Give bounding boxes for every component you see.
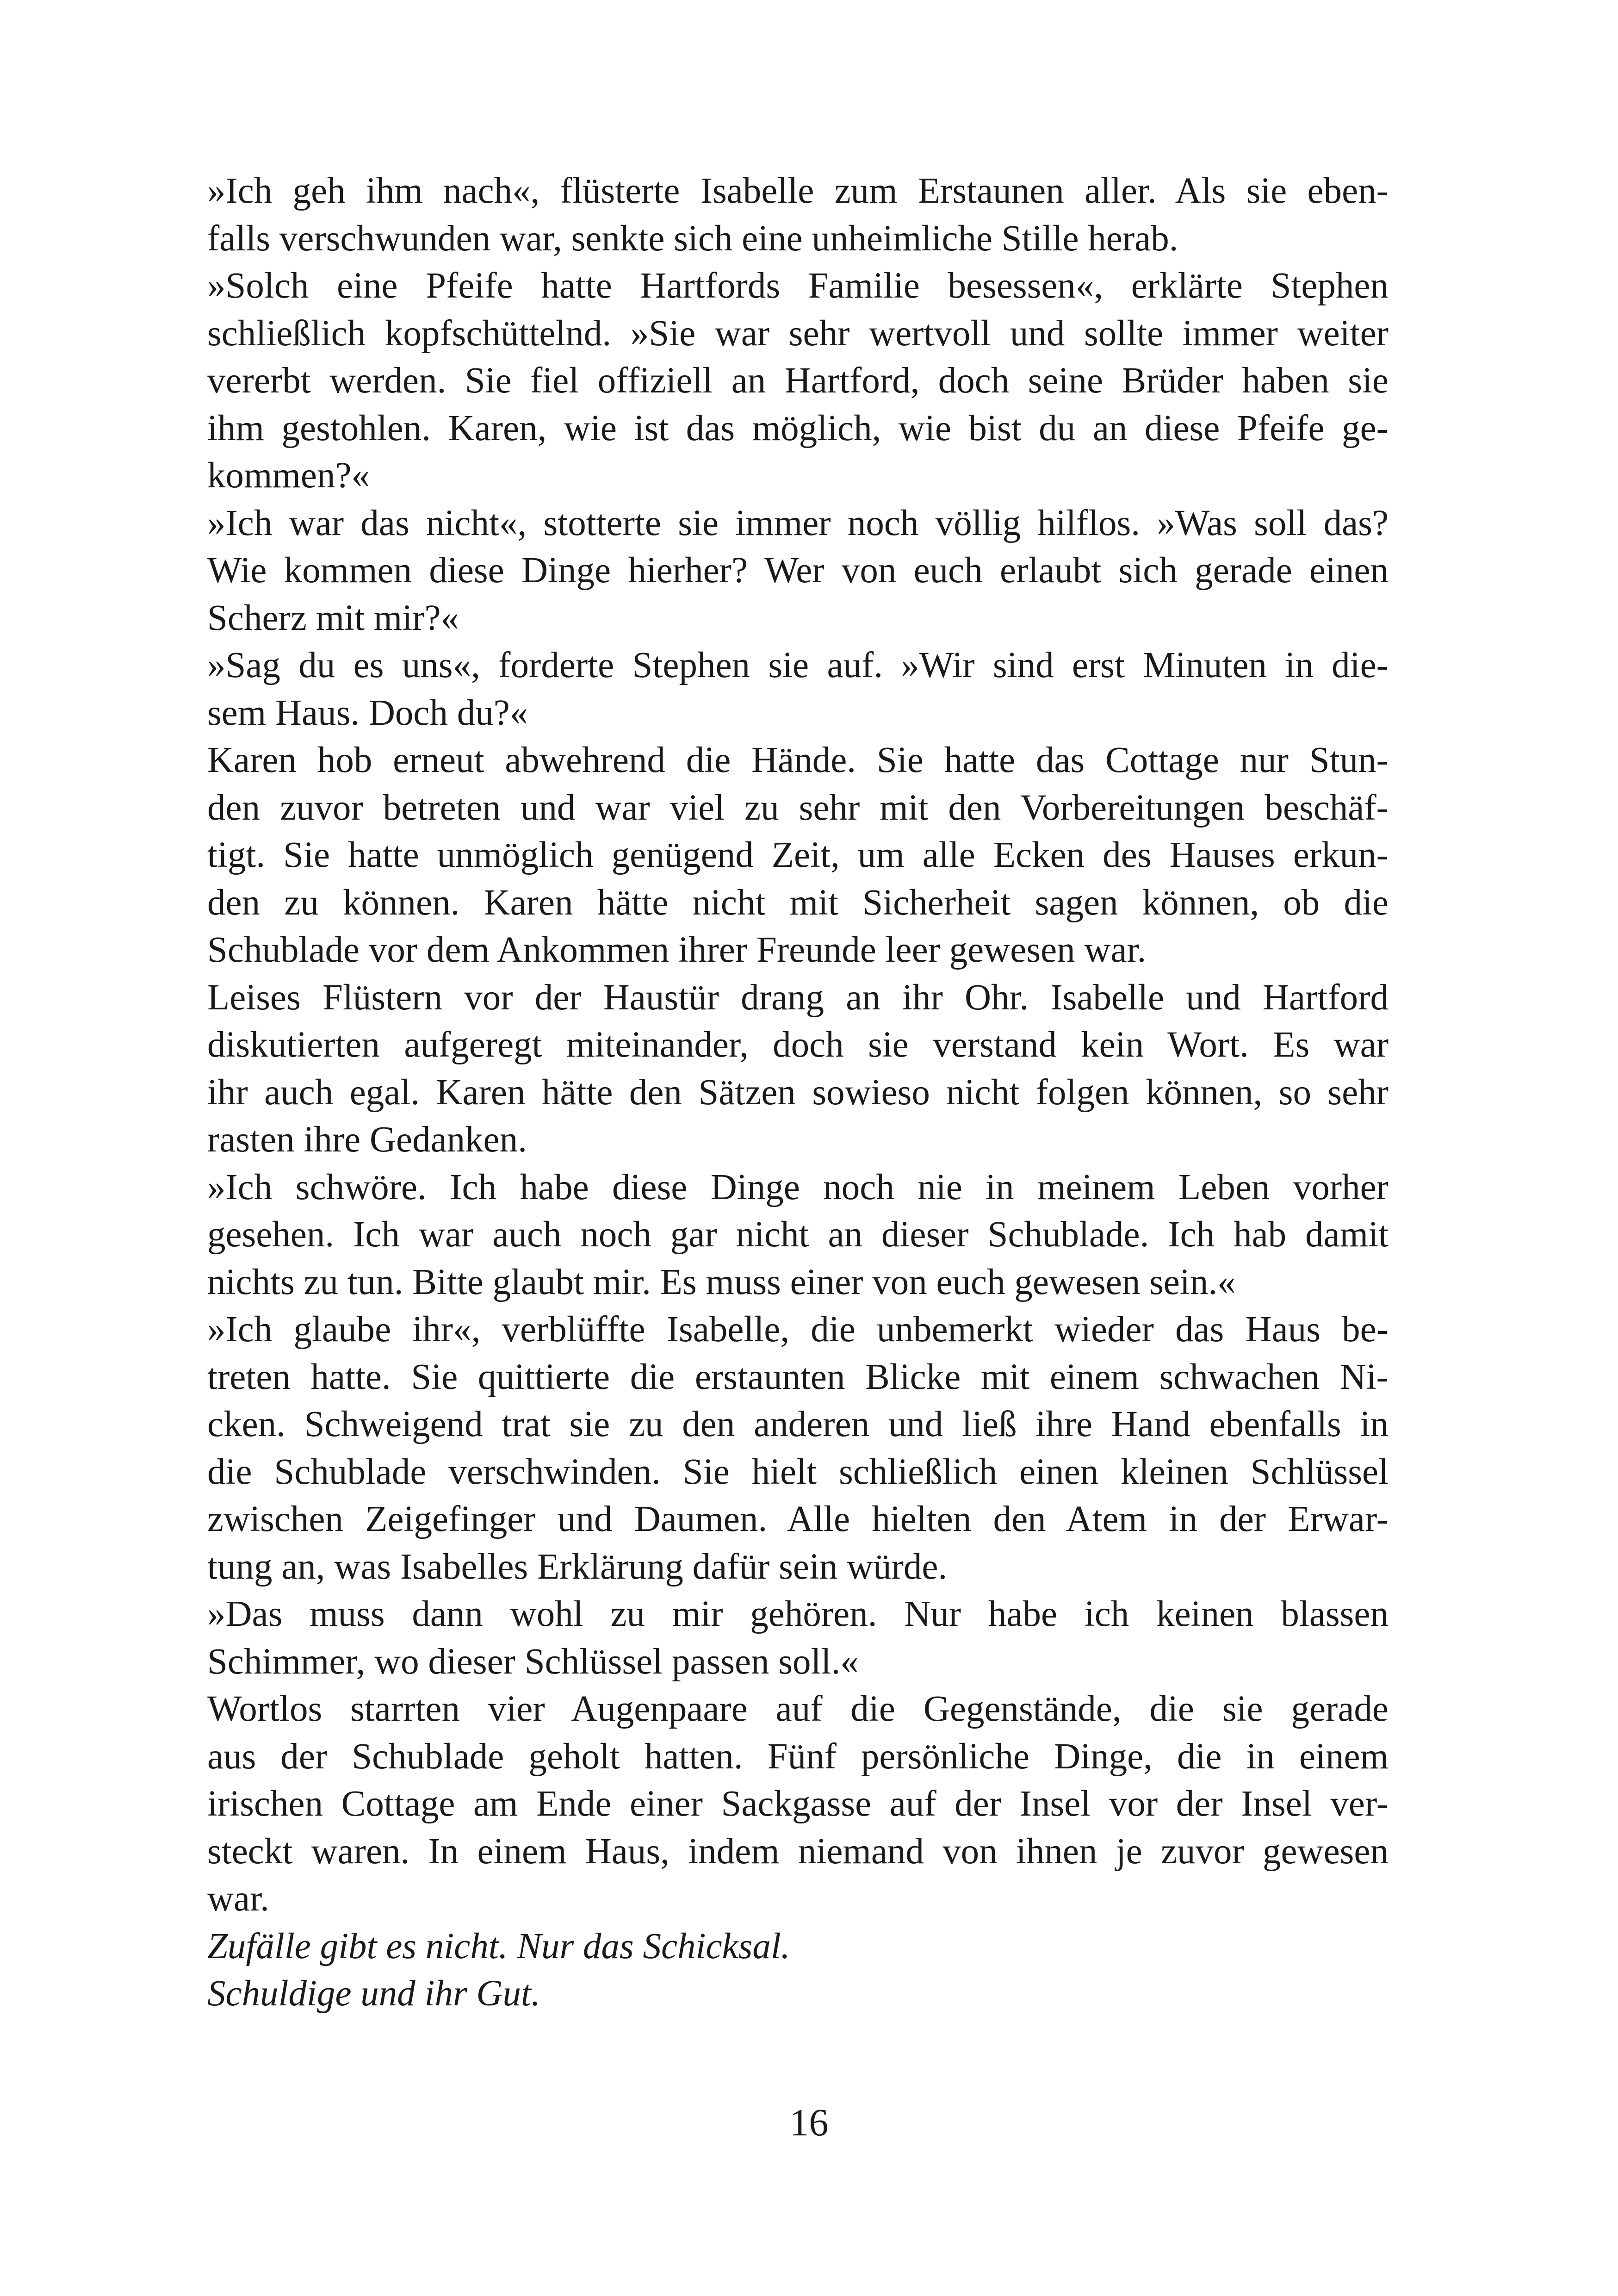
paragraph: [207, 974, 1389, 1164]
text-line: Schimmer, wo dieser Schlüssel passen soll.«: [207, 1641, 859, 1682]
text-line: »Ich schwöre. Ich habe diese Dinge noch nie in meinem Leben vorher: [207, 1167, 1389, 1207]
motto-line: Schuldige und ihr Gut.: [207, 1973, 540, 2014]
text-line: ihr auch egal. Karen hätte den Sätzen sowieso nicht folgen können, so sehr: [207, 1072, 1389, 1113]
text-line: »Sag du es uns«, forderte Stephen sie auf. »Wir sind erst Minuten in die-: [207, 645, 1389, 685]
text-line: war.: [207, 1879, 269, 1919]
paragraph: [207, 262, 1389, 500]
text-line: »Ich war das nicht«, stotterte sie immer noch völlig hilflos. »Was soll das?: [207, 503, 1389, 543]
text-line: steckt waren. In einem Haus, indem niemand von ihnen je zuvor gewesen: [207, 1831, 1389, 1872]
paragraph: [207, 1686, 1389, 1923]
text-line: treten hatte. Sie quittierte die erstaunten Blicke mit einem schwachen Ni-: [207, 1356, 1389, 1397]
text-line: Wortlos starrten vier Augenpaare auf die Gegenstände, die sie gerade: [207, 1689, 1389, 1729]
text-line: schließlich kopfschüttelnd. »Sie war sehr wertvoll und sollte immer weiter: [207, 313, 1389, 354]
text-line: vererbt werden. Sie fiel offiziell an Hartford, doch seine Brüder haben sie: [207, 361, 1389, 401]
text-line: den zu können. Karen hätte nicht mit Sicherheit sagen können, ob die: [207, 882, 1389, 923]
motto-line: Zufälle gibt es nicht. Nur das Schicksal.: [207, 1926, 790, 1966]
text-line: diskutierten aufgeregt miteinander, doch sie verstand kein Wort. Es war: [207, 1025, 1389, 1065]
text-line: »Solch eine Pfeife hatte Hartfords Familie besessen«, erklärte Stephen: [207, 266, 1389, 306]
paragraph: [207, 1164, 1389, 1307]
text-line: sem Haus. Doch du?«: [207, 692, 528, 733]
paragraph: [207, 737, 1389, 974]
text-line: Scherz mit mir?«: [207, 597, 459, 638]
paragraph: [207, 1591, 1389, 1686]
text-line: die Schublade verschwinden. Sie hielt schließlich einen kleinen Schlüssel: [207, 1451, 1389, 1492]
paragraph: [207, 500, 1389, 642]
text-line: nichts zu tun. Bitte glaubt mir. Es muss einer von euch gewesen sein.«: [207, 1262, 1236, 1302]
text-line: Karen hob erneut abwehrend die Hände. Sie hatte das Cottage nur Stun-: [207, 740, 1389, 780]
paragraph: [207, 642, 1389, 737]
text-line: »Ich geh ihm nach«, flüsterte Isabelle zum Erstaunen aller. Als sie eben-: [207, 171, 1389, 211]
text-line: tung an, was Isabelles Erklärung dafür sein würde.: [207, 1546, 948, 1587]
text-line: tigt. Sie hatte unmöglich genügend Zeit, um alle Ecken des Hauses erkun-: [207, 835, 1389, 875]
text-line: rasten ihre Gedanken.: [207, 1120, 527, 1160]
text-line: »Ich glaube ihr«, verblüffte Isabelle, die unbemerkt wieder das Haus be-: [207, 1309, 1389, 1350]
text-line: kommen?«: [207, 455, 370, 496]
italic-motto: [207, 1923, 1389, 2018]
text-line: Wie kommen diese Dinge hierher? Wer von euch erlaubt sich gerade einen: [207, 550, 1389, 591]
text-line: gesehen. Ich war auch noch gar nicht an dieser Schublade. Ich hab damit: [207, 1214, 1389, 1255]
text-line: Schublade vor dem Ankommen ihrer Freunde leer gewesen war.: [207, 930, 1147, 970]
text-line: irischen Cottage am Ende einer Sackgasse auf der Insel vor der Insel ver-: [207, 1784, 1389, 1824]
paragraph: [207, 168, 1389, 262]
page-number: 16: [789, 2101, 829, 2144]
text-line: ihm gestohlen. Karen, wie ist das möglich, wie bist du an diese Pfeife ge-: [207, 408, 1389, 448]
text-line: »Das muss dann wohl zu mir gehören. Nur habe ich keinen blassen: [207, 1594, 1389, 1634]
text-line: falls verschwunden war, senkte sich eine unheimliche Stille herab.: [207, 218, 1178, 259]
text-line: Leises Flüstern vor der Haustür drang an ihr Ohr. Isabelle und Hartford: [207, 977, 1389, 1018]
text-line: den zuvor betreten und war viel zu sehr mit den Vorbereitungen beschäf-: [207, 787, 1389, 828]
text-line: zwischen Zeigefinger und Daumen. Alle hielten den Atem in der Erwar-: [207, 1499, 1389, 1539]
paragraph: [207, 1306, 1389, 1591]
text-line: aus der Schublade geholt hatten. Fünf persönliche Dinge, die in einem: [207, 1736, 1389, 1777]
text-line: cken. Schweigend trat sie zu den anderen und ließ ihre Hand ebenfalls in: [207, 1404, 1389, 1444]
body-text: [207, 168, 1389, 2018]
